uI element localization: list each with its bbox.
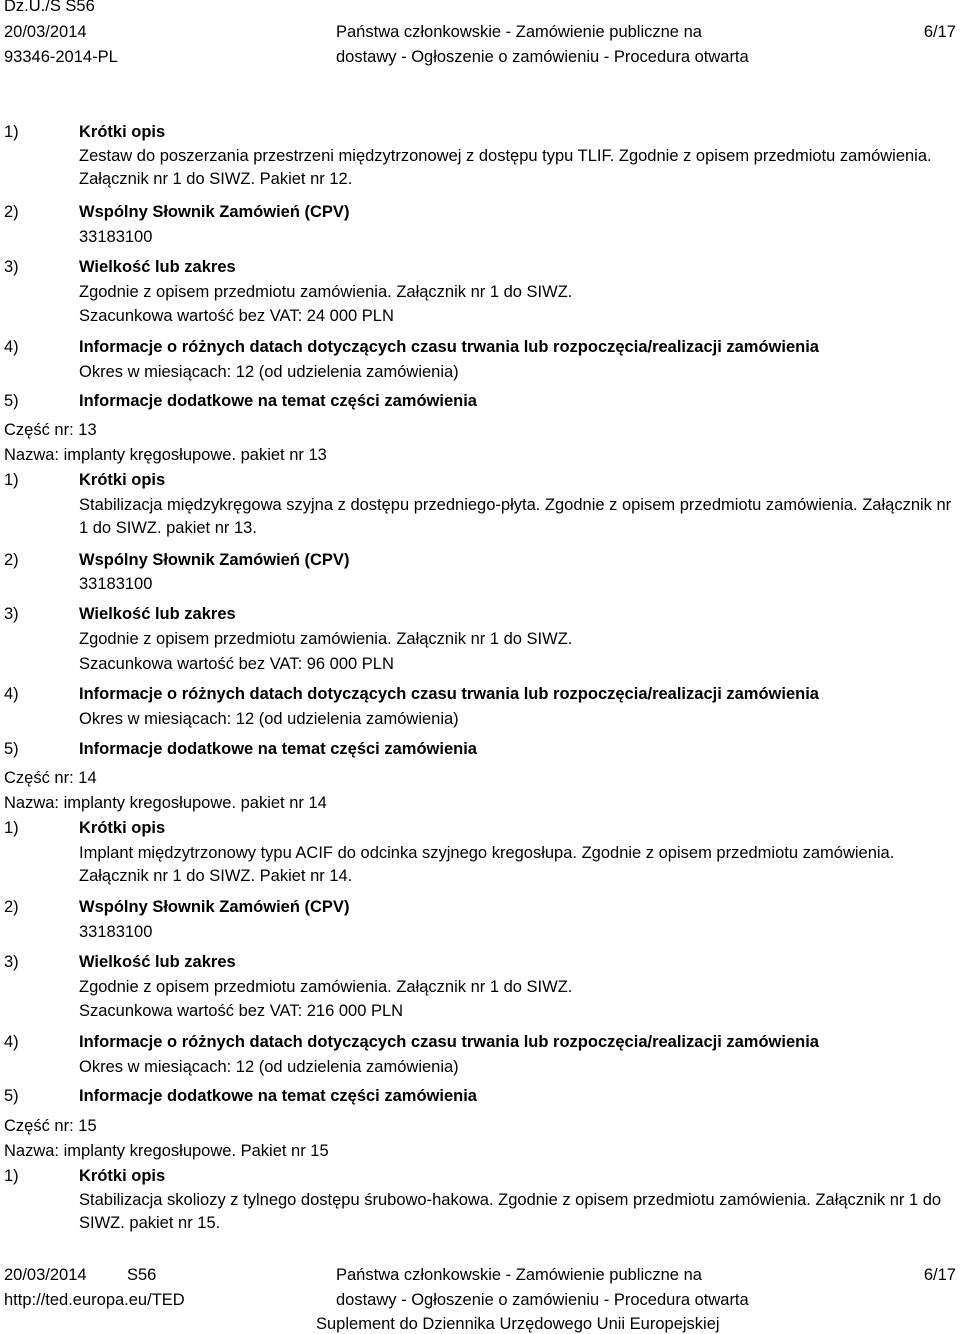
item-number: 1) [4, 471, 19, 489]
item-number: 3) [4, 953, 19, 971]
item-heading: Wielkość lub zakres [79, 605, 236, 623]
cpv-code: 33183100 [79, 228, 153, 246]
item-number: 4) [4, 685, 19, 703]
item-heading: Wspólny Słownik Zamówień (CPV) [79, 203, 350, 221]
item-heading: Krótki opis [79, 819, 166, 837]
footer-url[interactable]: http://ted.europa.eu/TED [4, 1291, 185, 1309]
item-heading: Krótki opis [79, 1167, 166, 1185]
item-number: 3) [4, 605, 19, 623]
item-number: 2) [4, 898, 19, 916]
item-heading: Krótki opis [79, 471, 166, 489]
header-title-line2: dostawy - Ogłoszenie o zamówieniu - Procedura otwarta [336, 48, 749, 66]
header-date: 20/03/2014 [4, 23, 87, 41]
part-name: Nazwa: implanty kręgosłupowe. pakiet nr 13 [4, 446, 327, 464]
item-text: Zgodnie z opisem przedmiotu zamówienia. Załącznik nr 1 do SIWZ. [79, 978, 573, 996]
footer-title-line2: dostawy - Ogłoszenie o zamówieniu - Procedura otwarta [336, 1291, 749, 1309]
estimated-value: Szacunkowa wartość bez VAT: 216 000 PLN [79, 1002, 404, 1020]
item-number: 2) [4, 551, 19, 569]
item-heading: Wspólny Słownik Zamówień (CPV) [79, 551, 350, 569]
footer-series: S56 [127, 1266, 157, 1284]
item-text: Zgodnie z opisem przedmiotu zamówienia. Załącznik nr 1 do SIWZ. [79, 630, 573, 648]
item-heading: Informacje o różnych datach dotyczących czasu trwania lub rozpoczęcia/realizacji zamówienia [79, 685, 819, 703]
item-heading: Krótki opis [79, 123, 166, 141]
item-heading: Wielkość lub zakres [79, 953, 236, 971]
item-heading: Informacje dodatkowe na temat części zamówienia [79, 740, 477, 758]
item-heading: Wielkość lub zakres [79, 258, 236, 276]
item-number: 4) [4, 1033, 19, 1051]
part-number: Część nr: 13 [4, 421, 97, 439]
item-number: 5) [4, 740, 19, 758]
part-name: Nazwa: implanty kregosłupowe. Pakiet nr 15 [4, 1142, 329, 1160]
item-text: Zestaw do poszerzania przestrzeni międzytrzonowej z dostępu typu TLIF. Zgodnie z opisem przedmiotu zamówienia. Załącznik nr 1 do SIWZ. Pakiet nr 12. [79, 147, 932, 188]
item-text: Implant międzytrzonowy typu ACIF do odcinka szyjnego kregosłupa. Zgodnie z opisem przedmiotu zamówienia. Załącznik nr 1 do SIWZ. Pakiet nr 14. [79, 844, 895, 885]
item-number: 2) [4, 203, 19, 221]
item-heading: Wspólny Słownik Zamówień (CPV) [79, 898, 350, 916]
item-text: Zgodnie z opisem przedmiotu zamówienia. Załącznik nr 1 do SIWZ. [79, 283, 573, 301]
item-heading: Informacje dodatkowe na temat części zamówienia [79, 392, 477, 410]
footer-title-line3: Suplement do Dziennika Urzędowego Unii Europejskiej [316, 1315, 720, 1333]
item-heading: Informacje dodatkowe na temat części zamówienia [79, 1087, 477, 1105]
header-journal: Dz.U./S S56 [4, 0, 95, 15]
footer-date: 20/03/2014 [4, 1266, 87, 1284]
part-name: Nazwa: implanty kregosłupowe. pakiet nr 14 [4, 794, 327, 812]
estimated-value: Szacunkowa wartość bez VAT: 96 000 PLN [79, 655, 394, 673]
item-text: Stabilizacja skoliozy z tylnego dostępu śrubowo-hakowa. Zgodnie z opisem przedmiotu zamówienia. Załącznik nr 1 do SIWZ. pakiet nr 15. [79, 1191, 942, 1232]
duration-text: Okres w miesiącach: 12 (od udzielenia zamówienia) [79, 363, 459, 381]
part-number: Część nr: 14 [4, 769, 97, 787]
item-text: Stabilizacja międzykręgowa szyjna z dostępu przedniego-płyta. Zgodnie z opisem przedmiotu zamówienia. Załącznik nr 1 do SIWZ. pakiet nr 13. [79, 496, 952, 537]
duration-text: Okres w miesiącach: 12 (od udzielenia zamówienia) [79, 710, 459, 728]
item-number: 3) [4, 258, 19, 276]
cpv-code: 33183100 [79, 923, 153, 941]
item-number: 1) [4, 123, 19, 141]
item-number: 4) [4, 338, 19, 356]
item-number: 1) [4, 1167, 19, 1185]
footer-title-line1: Państwa członkowskie - Zamówienie publiczne na [336, 1266, 702, 1284]
footer-page-number: 6/17 [923, 1266, 956, 1284]
item-number: 1) [4, 819, 19, 837]
item-number: 5) [4, 1087, 19, 1105]
item-heading: Informacje o różnych datach dotyczących czasu trwania lub rozpoczęcia/realizacji zamówienia [79, 1033, 819, 1051]
duration-text: Okres w miesiącach: 12 (od udzielenia zamówienia) [79, 1058, 459, 1076]
part-number: Część nr: 15 [4, 1117, 97, 1135]
header-page-number: 6/17 [923, 23, 956, 41]
header-title-line1: Państwa członkowskie - Zamówienie publiczne na [336, 23, 702, 41]
item-heading: Informacje o różnych datach dotyczących czasu trwania lub rozpoczęcia/realizacji zamówienia [79, 338, 819, 356]
cpv-code: 33183100 [79, 575, 153, 593]
item-number: 5) [4, 392, 19, 410]
estimated-value: Szacunkowa wartość bez VAT: 24 000 PLN [79, 307, 394, 325]
header-doc-id: 93346-2014-PL [4, 48, 118, 66]
